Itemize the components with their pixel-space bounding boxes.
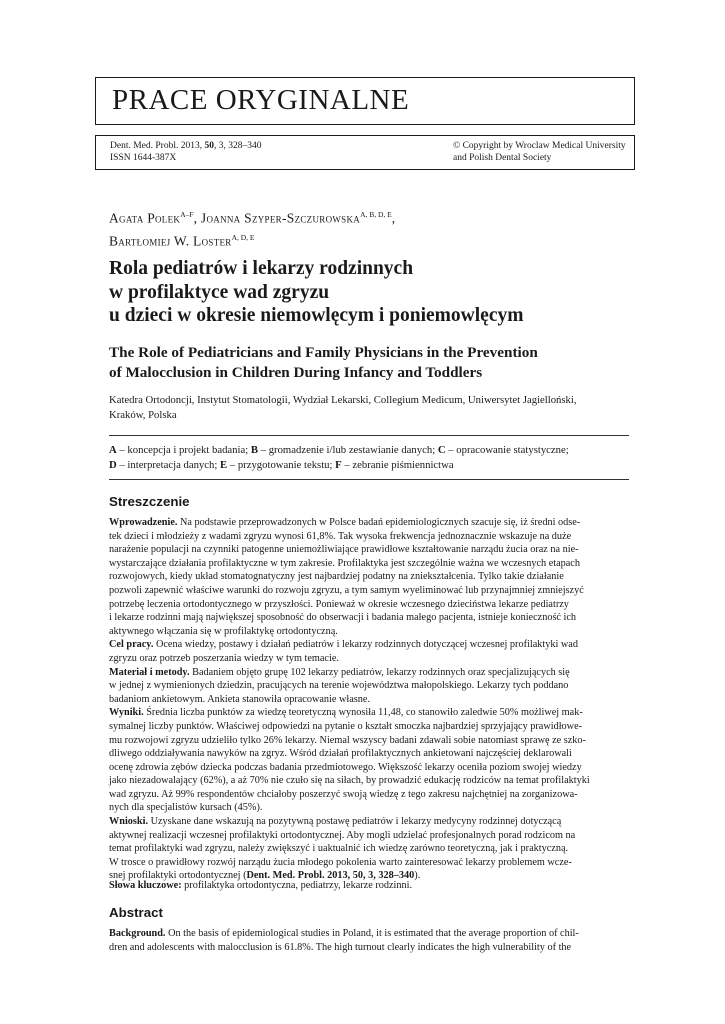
journal-citation (110, 140, 261, 164)
author-name: Agata Polek (109, 210, 181, 226)
background-paragraph: Background. On the basis of epidemiological studies in Poland, it is estimated that the average proportion of chil- dren and adolescents with malocclusion is 61.8%. The high turnout clearly indicates the high vulnerability of the (109, 928, 579, 953)
author-name: Joanna Szyper-Szczurowska (200, 210, 361, 226)
keywords: Słowa kluczowe: profilaktyka ortodontyczna, pediatrzy, lekarze rodzinni. (109, 880, 413, 891)
divider (109, 435, 629, 436)
affiliation: Katedra Ortodoncji, Instytut Stomatologii, Wydział Lekarski, Collegium Medicum, Uniwersytet Jagielloński, Kraków, Polska (109, 394, 577, 421)
journal-citation-line: Dent. Med. Probl. 2013, 50, 3, 328–340 (110, 141, 262, 151)
divider (109, 479, 629, 480)
author-line-2 (109, 228, 629, 251)
article-title-english: The Role of Pediatricians and Family Physicians in the Prevention of Malocclusion in Children During Infancy and Toddlers (109, 344, 538, 381)
citation: Dent. Med. Probl. 2013, 50, 3, 328–340 (246, 870, 415, 882)
streszczenie-body (109, 516, 629, 883)
conclusions-paragraph: Wnioski. Uzyskane dane wskazują na pozytywną postawę pediatrów i lekarzy medycyny rodzinnej dotyczącą aktywnej realizacji wczesnej profilaktyki ortodontycznej. Aby mogli udzielać profesjonalnych porad rodzicom na temat profilaktyki wad zgryzu, należy zwiększyć i uaktualnić ich wiedzę zarówno teoretyczną, jak i praktyczną. W trosce o prawidłowy rozwój narządu żucia młodego pokolenia warto zainteresować lekarzy problemem wcze- snej profilaktyki ortodontycznej (Dent. Med. Probl. 2013, 50, 3, 328–340). (109, 816, 576, 882)
methods-paragraph: Materiał i metody. Badaniem objęto grupę 102 lekarzy pediatrów, lekarzy rodzinnych oraz specjalizujących się w jednej z wymienionych dziedzin, pracujących na terenie województwa małopolskiego. Lekarzy tych poddano badaniom ankietowym. Ankieta stanowiła opracowanie własne. (109, 666, 570, 705)
author-contribution: A, D, E (231, 232, 255, 242)
article-title-polish: Rola pediatrów i lekarzy rodzinnych w profilaktyce wad zgryzu u dzieci w okresie niemowlęcym i poniemowlęcym (109, 258, 524, 326)
journal-meta-box (95, 135, 635, 170)
copyright-notice: © Copyright by Wroclaw Medical University and Polish Dental Society (453, 141, 626, 163)
aim-paragraph: Cel pracy. Ocena wiedzy, postawy i działań pediatrów i lekarzy rodzinnych dotyczącej wczesnej profilaktyki wad zgryzu oraz potrzeb poszerzania wiedzy w tym temacie. (109, 639, 578, 664)
abstract-body (109, 927, 629, 954)
section-header-box (95, 77, 635, 125)
results-paragraph: Wyniki. Średnia liczba punktów za wiedzę teoretyczną wynosiła 11,48, co stanowiło zaledwie 50% możliwej mak- symalnej liczby punktów. Właściwej odpowiedzi na pytanie o kształt smoczka najbardziej sprzyjający prawidłowe- mu rozwojowi zgryzu udzieliło tylko 26% lekarzy. Niemal wszyscy badani zdawali sobie natomiast sprawę ze szko- dliwego oddziaływania nawyków na zgryz. Wśród działań profilaktycznych ankietowani najczęściej deklarowali ocenę zdrowia zębów dziecka podczas badania przedmiotowego. Większość lekarzy oceniła poziom swojej wiedzy jako niezadowalający (62%), a aż 70% nie czuło się na siłach, by prowadzić edukację rodziców na temat profilaktyki wad zgryzu. Aż 99% respondentów chciałoby poszerzyć swoją wiedzę z tego zakresu najchętniej na zorganizowa- nych dla specjalistów kursach (45%). (109, 707, 590, 814)
author-contribution: A–F (180, 210, 194, 219)
author-contribution: A, B, D, E (360, 210, 392, 219)
author-name: Bartłomiej W. Loster (109, 233, 232, 248)
author-list (109, 205, 629, 250)
contribution-legend: A – koncepcja i projekt badania; B – gromadzenie i/lub zestawianie danych; C – opracowanie statystyczne; D – interpretacja danych; E – przygotowanie tekstu; F – zebranie piśmiennictwa (109, 444, 569, 471)
issn: ISSN 1644-387X (110, 153, 177, 163)
section-title: PRACE ORYGINALNE (112, 84, 410, 116)
streszczenie-heading: Streszczenie (109, 494, 190, 509)
intro-paragraph: Wprowadzenie. Na podstawie przeprowadzonych w Polsce badań epidemiologicznych szacuje się, iż średni odse- tek dzieci i młodzieży z wadami zgryzu wynosi 61,8%. Tak wysoka frekwencja jednoznacznie wskazuje na duże narażenie populacji na czynniki patogenne uniemożliwiające prawidłowe kształtowanie narządu żucia oraz na nie- wystarczające działania profilaktyczne w tym zakresie. Profilaktyka jest szczególnie ważna we wczesnych etapach rozwojowych, kiedy układ stomatognatyczny jest najbardziej podatny na zniekształcenia. Tylko takie działanie pozwoli zapewnić właściwe warunki do rozwoju zgryzu, a tym samym wyeliminować lub przynajmniej zmniejszyć potrzebę leczenia ortodontycznego w przyszłości. Ponieważ w okresie wczesnego dzieciństwa lekarze pediatrzy i lekarze rodzinni mają największej sposobność do obserwacji i badania małego pacjenta, istnieje konieczność ich aktywnego włączania się w profilaktykę ortodontyczną. (109, 517, 584, 637)
author-line-1: Agata Polek$^{A-F}$, Joanna Szyper-Szczurowska$^{A, B, D, E}$, (109, 210, 396, 226)
abstract-heading: Abstract (109, 905, 163, 920)
